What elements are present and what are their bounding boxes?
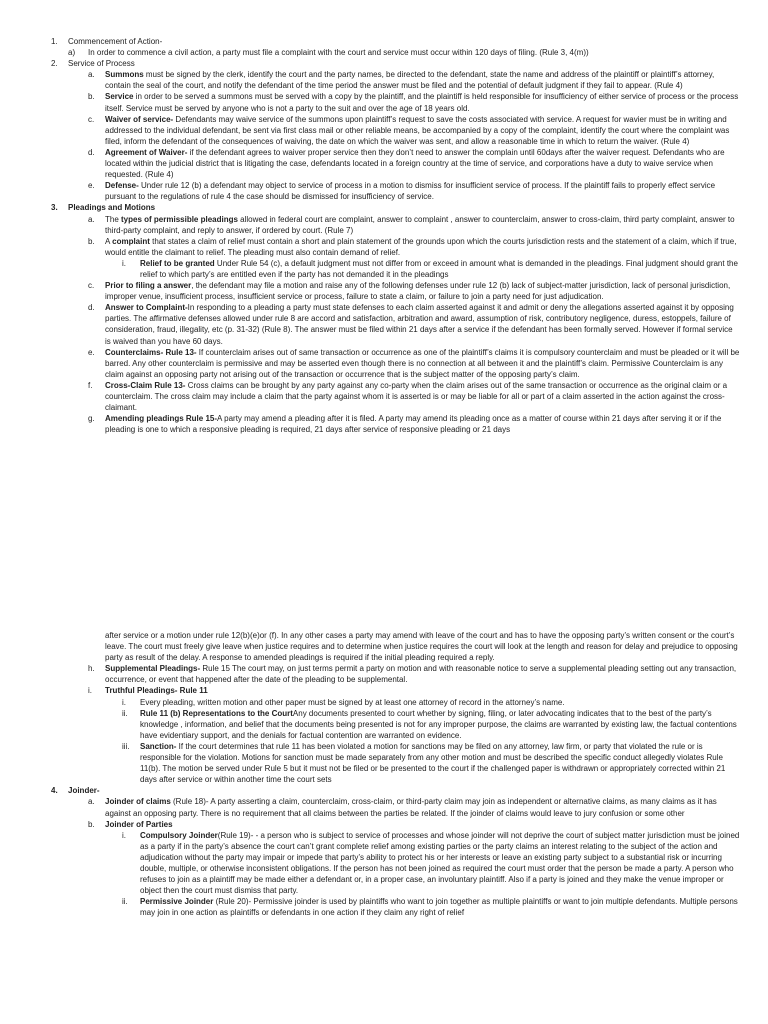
item-text: A party may amend a pleading after it is filed. A party may amend its pleading once as a matter of course within 21 days after serving it or if the pleading is one to which a responsive pleading is required, 21 days after service of responsive pleading or 21 days (105, 414, 722, 435)
item-heading: Relief to be granted (140, 258, 215, 268)
item-text: Rule 15 The court may, on just terms permit a party on motion and with reasonable notice to serve a supplemental pleading setting out any transaction, occurrence, or event that happened after the date of the pleading to be supplemental. (105, 664, 737, 685)
outline-item (0, 202, 740, 213)
outline-item (0, 685, 740, 696)
item-marker: e. (88, 181, 95, 191)
item-heading: types of permissible pleadings (121, 214, 238, 224)
page-lower-section (0, 630, 768, 918)
item-marker: d. (88, 303, 95, 313)
item-marker: iii. (122, 741, 130, 751)
item-marker: d. (88, 147, 95, 157)
outline-item (0, 236, 740, 258)
item-text: The (105, 214, 122, 224)
outline-item (0, 697, 740, 708)
item-heading: Rule 11 (b) Representations to the Court (140, 708, 293, 718)
item-text: Cross claims can be brought by any party against any co-party when the claim arises out of the same transaction or occurrence as the original claim or a counterclaim. The cross claim may include a claim that the party against whom it is asserted is or may be liable for all or part of a claim asserted in the action against the cross-claimant. (105, 380, 728, 413)
item-heading: Joinder of Parties (105, 819, 173, 829)
item-text: Pleadings and Motions (68, 203, 156, 213)
item-marker: a. (88, 70, 95, 80)
item-heading: complaint (112, 236, 150, 246)
outline-item (0, 302, 740, 346)
outline-item (0, 630, 740, 663)
item-marker: i. (122, 830, 126, 840)
item-heading: Permissive Joinder (140, 897, 214, 907)
item-marker: f. (88, 380, 93, 390)
outline-item (0, 347, 740, 380)
item-text: Service of Process (68, 59, 135, 69)
item-heading: Answer to Complaint- (105, 303, 188, 313)
item-heading: Agreement of Waiver- (105, 147, 188, 157)
item-text: Under Rule 54 (c), a default judgment must not differ from or exceed in amount what is demanded in the pleadings. Final judgment should grant the relief to which party’s are entitled even if the party has not demanded it in the pleadings (140, 258, 738, 279)
outline-item (0, 796, 740, 818)
item-text: must be signed by the clerk, identify the court and the party names, be directed to the defendant, state the name and address of the plaintiff or plaintiff’s attorney, contain the seal of the court, and notify the defendant of the time period the answer must be filed and the potential of default judgment if they fail to appear. (Rule 4) (105, 70, 715, 91)
outline-item (0, 147, 740, 180)
item-text: Defendants may waive service of the summons upon plaintiff’s request to save the costs associated with service. A request for wavier must be in writing and addressed to the individual defendant, be sent via first class mail or other reliable means, be accompanied by a copy of the complaint, identify the court where the complaint was filed, inform the defendant of the consequences of waiving, the date on which the waiver was sent, and allow a reasonable time in which to return the waiver. (Rule 4) (105, 114, 730, 146)
outline-item (0, 663, 740, 685)
outline-item (0, 785, 740, 796)
item-marker: b. (88, 92, 95, 102)
outline-item (0, 830, 740, 897)
item-marker: 3. (51, 203, 58, 213)
item-heading: Truthful Pleadings- Rule 11 (105, 686, 208, 696)
item-marker: h. (88, 664, 95, 674)
item-text: allowed in federal court are complaint, answer to complaint , answer to counterclaim, answer to cross-claim, third party complaint, answer to third-party complaint, and reply to answer, if ordered by court. (Rule 7) (105, 214, 735, 235)
item-heading: Summons (105, 70, 144, 80)
item-text: In responding to a pleading a party must state defenses to each claim asserted against it and admit or deny the allegations asserted against it by opposing parties. The affirmative defenses allowed under rule 8 are accord and satisfaction, arbitration and award, assumption of risk, contributory negligence, duress, estoppels, failure of consideration, fraud, illegality, etc (p. 31-32) (Rule 8). The answer must be filed within 21 days after a service if the defendant has been formally served. However if formal service is waived than you have 60 days. (105, 303, 734, 346)
outline-item (0, 258, 740, 280)
item-text: (Rule 19)- - a person who is subject to service of processes and whose joinder will not deprive the court of subject matter jurisdiction must be joined as a party if in the party’s absence the court can’t grant complete relief among existing parties or the party claims an interest relating to the subject of the action and adjudication without the party may impair or impede that party’s ability to protect his or her interests or leave an existing party subject to a substantial risk or incurring double, multiple, or otherwise inconsistent obligations. If the person has not been joined as required the court must order that the person be made a party. A person who refuses to join as a plaintiff may be made either a defendant or, in a proper case, an involuntary plaintiff. Also if a party is joined and they make the venue improper or object then the court must dismiss that party. (140, 830, 740, 896)
item-marker: c. (88, 114, 95, 124)
item-text: Under rule 12 (b) a defendant may object to service of process in a motion to dismiss for insufficient service of process. If the plaintiff fails to properly effect service pursuant to the regulations of rule 4 the case should be dismissed for insufficiency of service. (105, 181, 716, 202)
item-text: Any documents presented to court whether by signing, filing, or later advocating indicates that to the best of the party’s knowledge , information, and belief that the documents being presented is not for any improper purpose, the claims are warranted by existing law, the factual contentions have evidentiary support, and the denials for factual contention are warranted on evidence. (140, 708, 737, 740)
item-marker: ii. (122, 708, 128, 718)
item-heading: Amending pleadings Rule 15- (105, 414, 218, 424)
item-text: (Rule 20)- Permissive joinder is used by plaintiffs who want to join together as multiple plaintiffs or want to join multiple defendants. Multiple persons may join in one action as plaintiffs or defendants in one action if they claim any right of relief (140, 897, 738, 918)
outline-item (0, 380, 740, 413)
item-heading: Prior to filing a answer (105, 281, 192, 291)
item-heading: Joinder of claims (105, 797, 171, 807)
item-marker: ii. (122, 897, 128, 907)
item-marker: a. (88, 797, 95, 807)
item-marker: b. (88, 236, 95, 246)
item-heading: Service (105, 92, 134, 102)
outline-item (0, 180, 740, 202)
item-heading: Sanction- (140, 741, 177, 751)
outline-item (0, 91, 740, 113)
outline-item (0, 58, 740, 69)
page-upper-section (0, 36, 768, 435)
outline-item (0, 413, 740, 435)
item-marker: c. (88, 281, 95, 291)
item-marker: a) (68, 48, 76, 58)
item-marker: e. (88, 347, 95, 357)
item-heading: Defense- (105, 181, 139, 191)
outline-item (0, 214, 740, 236)
outline-item (0, 36, 740, 47)
item-marker: 1. (51, 37, 58, 46)
outline-item (0, 819, 740, 830)
item-heading: Compulsory Joinder (140, 830, 218, 840)
item-heading: Waiver of service- (105, 114, 174, 124)
item-marker: 4. (51, 786, 58, 796)
item-text: Commencement of Action- (68, 37, 163, 46)
item-text: that states a claim of relief must contain a short and plain statement of the grounds upon which the courts jurisdiction rests and the statement of a claim, which if true, would entitle the claimant to relief. The pleading must also contain demand of relief. (105, 236, 737, 257)
item-text: Every pleading, written motion and other paper must be signed by at least one attorney of record in the attorney’s name. (140, 697, 565, 707)
item-text: A (105, 236, 113, 246)
item-marker: i. (122, 697, 126, 707)
item-text: after service or a motion under rule 12(b)(e)or (f). In any other cases a party may amend with leave of the court and has to have the opposing party’s written consent or the court’s leave. The court must freely give leave when justice requires and to determine when justice requires the court will look at the length and reason for delay and prejudice to opposing party as result of the delay. A response to amended pleadings is required if the initial pleading required a reply. (105, 631, 738, 663)
item-text: If the court determines that rule 11 has been violated a motion for sanctions may be filed on any attorney, law firm, or party that violated the rule or is responsible for the violation. Motions for sanction must be made separately from any other motion and must be described the specific conduct allegedly violates Rule 11(b). The motion be served under Rule 5 but it must not be filed or be presented to the court if the challenged paper is withdrawn or appropriately corrected within 21 days after service or within another time the court sets (140, 741, 726, 785)
item-text: in order to be served a summons must be served with a copy by the plaintiff, and the plaintiff is held responsible for insufficiency of either service of process or the process itself. Service must be served by anyone who is not a party to the suit and over the age of 18 years old. (105, 92, 739, 113)
item-heading: Counterclaims- Rule 13- (105, 347, 197, 357)
item-marker: i. (122, 258, 126, 268)
outline-item (0, 896, 740, 918)
item-marker: a. (88, 214, 95, 224)
item-marker: 2. (51, 59, 58, 69)
outline-item (0, 708, 740, 741)
outline-item (0, 741, 740, 785)
outline-item (0, 47, 740, 58)
outline-item (0, 280, 740, 302)
item-text: (Rule 18)- A party asserting a claim, counterclaim, cross-claim, or third-party claim may join as independent or alternative claims, as many claims as it has against an opposing party. There is no requirement that all claims between the parties be related. If the joinder of claims would leave to jury confusion or some other (105, 797, 717, 818)
outline-item (0, 114, 740, 147)
item-marker: g. (88, 414, 95, 424)
item-heading: Cross-Claim Rule 13- (105, 380, 186, 390)
item-heading: Supplemental Pleadings- (105, 664, 201, 674)
item-text: , the defendant may file a motion and raise any of the following defenses under rule 12 (b) lack of subject-matter jurisdiction, lack of personal jurisdiction, improper venue, insufficient process, insufficient service or process, failure to state a claim, or failure to join a party need for just adjudication. (105, 281, 731, 302)
item-text: If counterclaim arises out of same transaction or occurrence as one of the plaintiff’s claims it is compulsory counterclaim and must be pleaded or it will be barred. Any other counterclaim is permissive and may be asserted even though there is no connection at all between it and the plaintiff’s claim. Permissive Counterclaim is any claim against an opposing party not arising out of the transaction or occurrence that is the subject matter of the opposing party’s claim. (105, 347, 740, 379)
item-text: In order to commence a civil action, a party must file a complaint with the court and service must occur within 120 days of filing. (Rule 3, 4(m)) (88, 48, 589, 58)
item-text: Joinder- (68, 786, 100, 796)
item-text: if the defendant agrees to waiver proper service then they don’t need to answer the complain until 60days after the waiver request. Defendants who are located within the judicial district that is litigating the case, defendants located in a foreign country at the time of service, and corporations have a duty to waive service when requested. (Rule 4) (105, 147, 725, 180)
item-marker: b. (88, 819, 95, 829)
item-marker: i. (88, 686, 92, 696)
outline-item (0, 69, 740, 91)
